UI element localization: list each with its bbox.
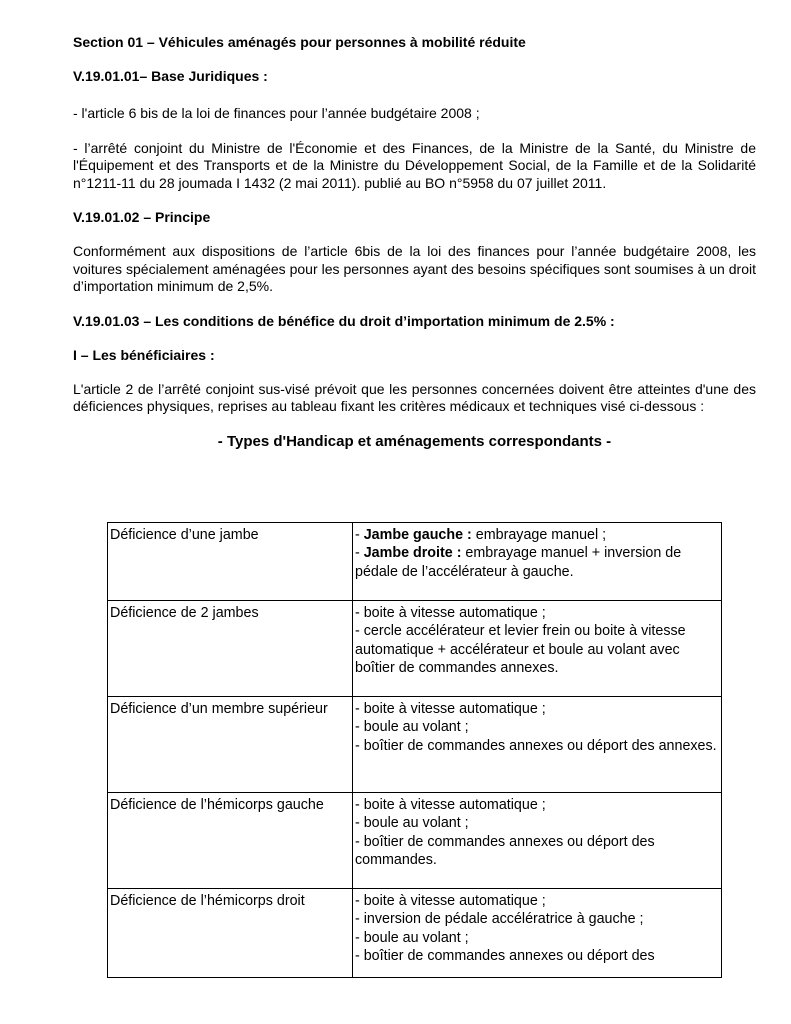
table-row [108, 793, 722, 889]
adaptation-line: - boule au volant ; [355, 719, 469, 736]
adaptation-line: - boule au volant ; [355, 815, 469, 832]
heading-conditions: V.19.01.03 – Les conditions de bénéfice du droit d’importation minimum de 2.5% : [73, 312, 615, 329]
adaptation-line: - boîtier de commandes annexes ou déport des commandes. [355, 833, 655, 868]
deficiency-cell: Déficience d’un membre supérieur [108, 697, 353, 793]
right-leg-label: Jambe droite : [363, 545, 462, 562]
left-leg-label: Jambe gauche : [363, 527, 472, 543]
adaptation-line: - boule au volant ; [355, 929, 469, 946]
deficiency-cell: Déficience de 2 jambes [108, 601, 353, 697]
table-row [108, 697, 722, 793]
heading-principe: V.19.01.02 – Principe [73, 209, 211, 225]
adaptation-line: - boite à vitesse automatique ; [355, 605, 546, 621]
paragraph-principe: Conformément aux dispositions de l’article 6bis de la loi des finances pour l’année budgétaire 2008, les voitures spécialement aménagées pour les personnes ayant des besoins spécifiques sont soumises à un droit d’importation minimum de 2,5%. [73, 243, 756, 294]
adaptation-cell [353, 793, 722, 889]
adaptation-cell [353, 523, 722, 601]
adaptation-line: - boite à vitesse automatique ; [355, 701, 546, 717]
table-row [108, 889, 722, 978]
deficiency-cell: Déficience de l’hémicorps gauche [108, 793, 353, 889]
deficiency-cell: Déficience de l’hémicorps droit [108, 889, 353, 978]
paragraph-beneficiaires: L'article 2 de l’arrêté conjoint sus-visé prévoit que les personnes concernées doivent être atteintes d'une des déficiences physiques, reprises au tableau fixant les critères médicaux et techniques visé ci-dessous : [73, 380, 756, 414]
adaptation-cell [353, 889, 722, 978]
paragraph-arrete-conjoint: - l’arrêté conjoint du Ministre de l'Économie et des Finances, de la Ministre de la Santé, du Ministre de l'Équipement et des Transports et de la Ministre du Développement Social, de la Famille et de la Solidarité n°1211-11 du 28 joumada I 1432 (2 mai 2011). publié au BO n°5958 du 07 juillet 2011. [73, 139, 756, 191]
adaptation-line: - boite à vitesse automatique ; [355, 893, 546, 909]
handicap-table [107, 522, 722, 978]
adaptation-line: - boîtier de commandes annexes ou déport des annexes. [355, 737, 717, 754]
table-row [108, 601, 722, 697]
line-prefix: - [355, 545, 364, 562]
document-body [73, 34, 756, 469]
adaptation-cell [353, 697, 722, 793]
deficiency-cell: Déficience d’une jambe [108, 523, 353, 601]
paragraph-article-6bis: - l'article 6 bis de la loi de finances pour l’année budgétaire 2008 ; [73, 105, 480, 121]
adaptation-line: - cercle accélérateur et levier frein ou boite à vitesse automatique + accélérateur et boule au volant avec boîtier de commandes annexes. [355, 623, 686, 676]
table-caption: - Types d'Handicap et aménagements correspondants - [217, 432, 612, 450]
adaptation-cell [353, 601, 722, 697]
heading-base-juridiques: V.19.01.01– Base Juridiques : [73, 68, 268, 84]
table-row [108, 523, 722, 601]
heading-beneficiaires: I – Les bénéficiaires : [73, 346, 215, 363]
adaptation-line: - boite à vitesse automatique ; [355, 797, 546, 813]
right-leg-adaptation: embrayage manuel + inversion de pédale de l’accélérateur à gauche. [355, 545, 682, 580]
left-leg-adaptation: embrayage manuel ; [471, 527, 607, 543]
line-prefix: - [355, 527, 364, 543]
section-title: Section 01 – Véhicules aménagés pour personnes à mobilité réduite [73, 34, 526, 50]
adaptation-line: - boîtier de commandes annexes ou déport des [355, 947, 655, 964]
adaptation-line: - inversion de pédale accélératrice à gauche ; [355, 911, 644, 928]
